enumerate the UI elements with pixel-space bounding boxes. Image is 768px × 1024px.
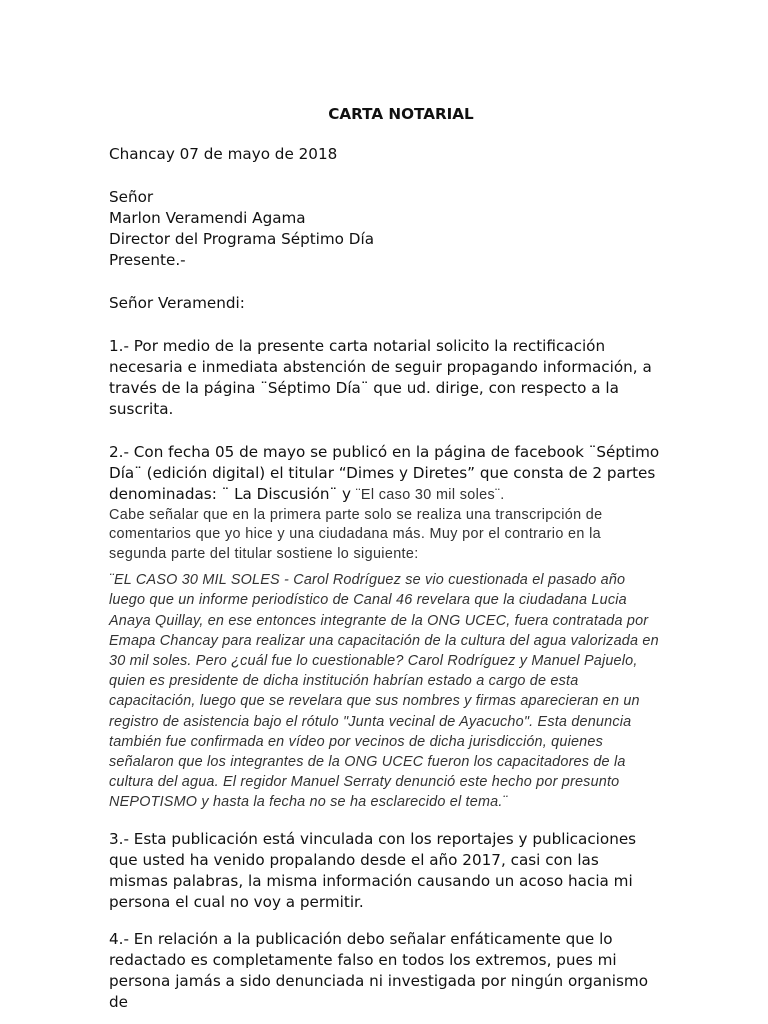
paragraph-2-note: Cabe señalar que en la primera parte solo se realiza una transcripción de comentarios que yo hice y una ciudadana más. Muy por el contrario en la segunda parte del titular sostiene lo siguiente: bbox=[109, 507, 603, 562]
paragraph-2-main: 2.- Con fecha 05 de mayo se publicó en la página de facebook ¨Séptimo Día¨ (edición digital) el titular “Dimes y Diretes” que consta de 2 partes denominadas: ¨ La Discusión¨ y bbox=[109, 443, 660, 503]
greeting: Señor Veramendi: bbox=[109, 294, 245, 312]
recipient-position: Director del Programa Séptimo Día bbox=[109, 230, 375, 248]
quoted-publication: ¨EL CASO 30 MIL SOLES - Carol Rodríguez se vio cuestionada el pasado año luego que un informe periodístico de Canal 46 revelara que la ciudadana Lucia Anaya Quillay, en ese entonces integrante de la ONG UCEC, fuera contratada por Emapa Chancay para realizar una capacitación de la cultura del agua valorizada en 30 mil soles. Pero ¿cuál fue lo cuestionable? Carol Rodríguez y Manuel Pajuelo, quien es presidente de dicha institución habrían estado a cargo de esta capacitación, luego que se revelara que sus nombres y firmas aparecieran en un registro de asistencia bajo el rótulo "Junta vecinal de Ayacucho". Esta denuncia también fue confirmada en vídeo por vecinos de dicha jurisdicción, quienes señalaron que los integrantes de la ONG UCEC fueron los capacitadores de la cultura del agua. El regidor Manuel Serraty denunció este hecho por presunto NEPOTISMO y hasta la fecha no se ha esclarecido el tema.¨ bbox=[109, 572, 659, 811]
date-line: Chancay 07 de mayo de 2018 bbox=[109, 145, 338, 163]
letter-title: CARTA NOTARIAL bbox=[328, 105, 474, 123]
recipient-salutation: Señor bbox=[109, 188, 154, 206]
recipient-presente: Presente.- bbox=[109, 251, 186, 269]
recipient-name: Marlon Veramendi Agama bbox=[109, 209, 306, 227]
paragraph-3: 3.- Esta publicación está vinculada con los reportajes y publicaciones que usted ha venido propalando desde el año 2017, casi con las mismas palabras, la misma información causando un acoso hacia mi persona el cual no voy a permitir. bbox=[109, 829, 637, 911]
paragraph-2-tail: ¨El caso 30 mil soles¨. bbox=[355, 487, 505, 503]
paragraph-2 bbox=[109, 442, 661, 506]
paragraph-4: 4.- En relación a la publicación debo señalar enfáticamente que lo redactado es completamente falso en todos los extremos, pues mi persona jamás a sido denunciada ni investigada por ningún organismo de bbox=[109, 929, 649, 1011]
paragraph-1: 1.- Por medio de la presente carta notarial solicito la rectificación necesaria e inmediata abstención de seguir propagando información, a través de la página ¨Séptimo Día¨ que ud. dirige, con respecto a la suscrita. bbox=[109, 337, 652, 418]
letter-body bbox=[109, 104, 661, 1013]
